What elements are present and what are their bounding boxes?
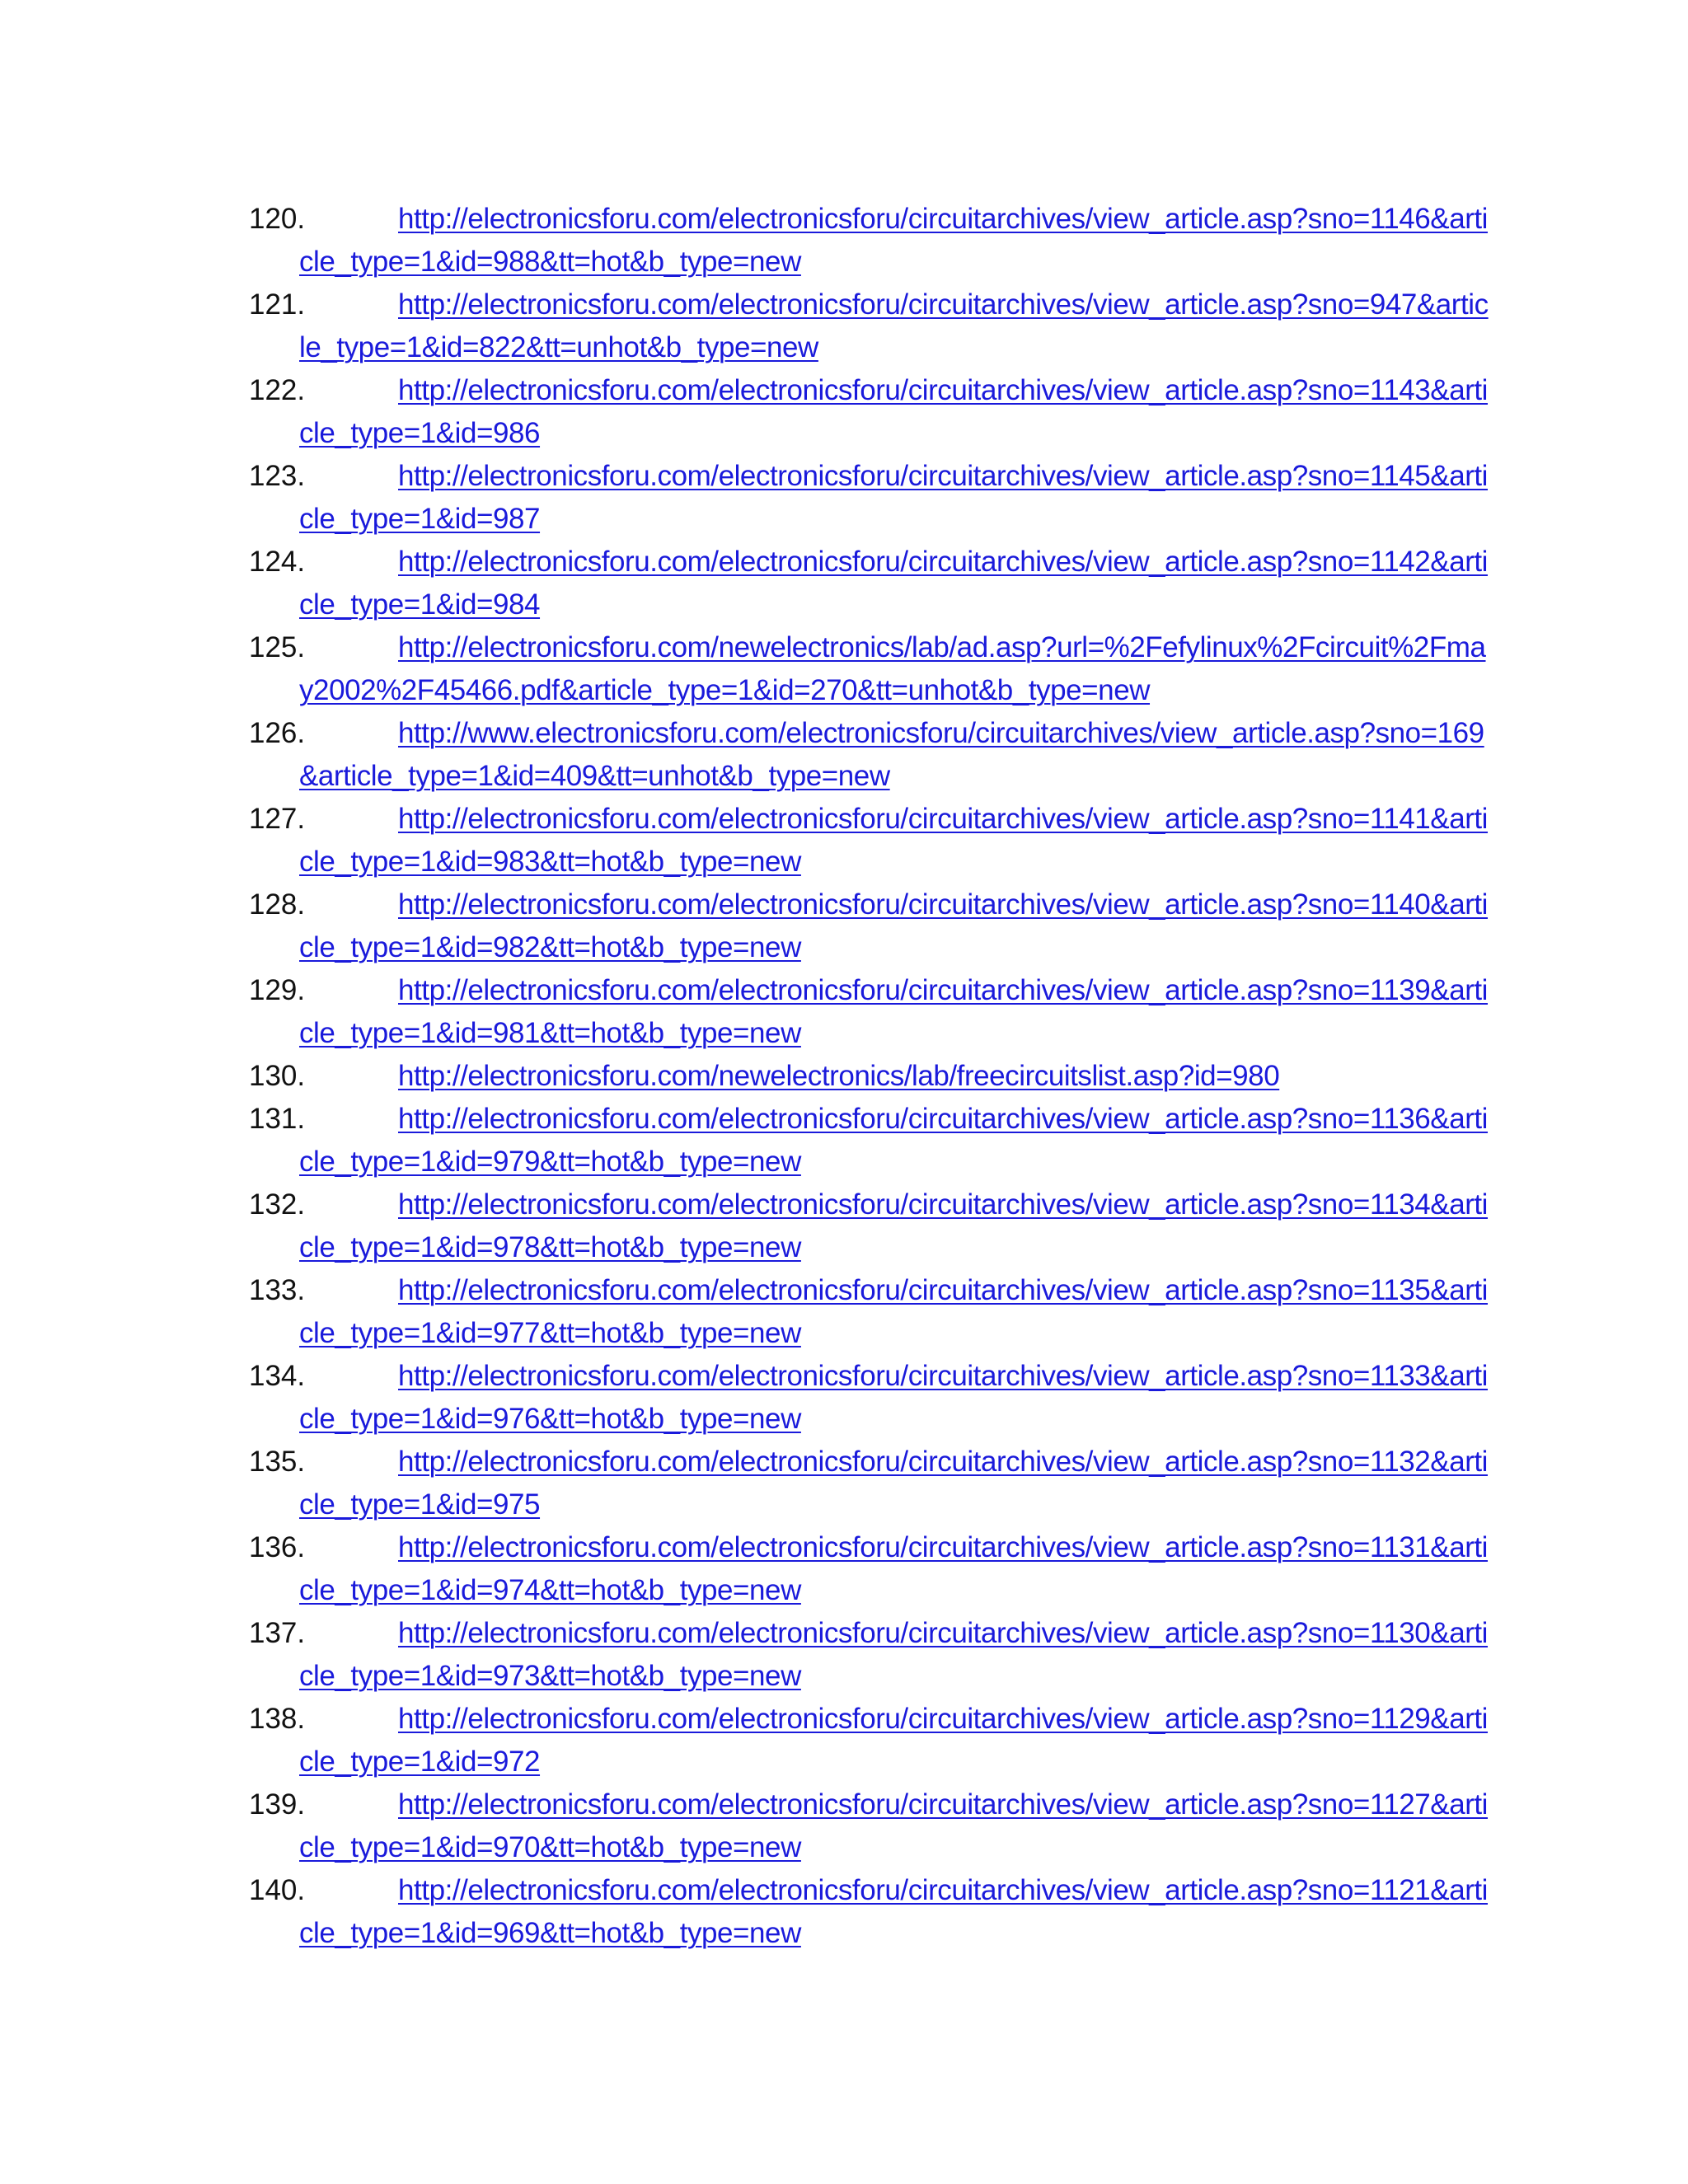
reference-link[interactable]: http://electronicsforu.com/electronicsforu/circuitarchives/view_article.asp?sno=1141&article_type=1&id=983&tt=hot&b_type=new (299, 803, 1489, 878)
item-number: 133. (249, 1274, 306, 1306)
reference-link[interactable]: http://electronicsforu.com/newelectronics/lab/ad.asp?url=%2Fefylinux%2Fcircuit%2Fmay2002%2F45466.pdf&article_type=1&id=270&tt=unhot&b_type=new (299, 631, 1486, 706)
item-number: 121. (249, 288, 306, 321)
item-number: 125. (249, 631, 306, 663)
reference-link[interactable]: http://electronicsforu.com/electronicsforu/circuitarchives/view_article.asp?sno=1132&article_type=1&id=975 (299, 1446, 1489, 1521)
list-item (249, 284, 1493, 369)
item-number: 129. (249, 974, 306, 1006)
reference-link[interactable]: http://electronicsforu.com/electronicsforu/circuitarchives/view_article.asp?sno=1121&article_type=1&id=969&tt=hot&b_type=new (299, 1874, 1489, 1949)
list-item (249, 1526, 1493, 1612)
list-item (249, 1869, 1493, 1955)
list-item (249, 1441, 1493, 1526)
item-number: 140. (249, 1874, 306, 1906)
reference-link[interactable]: http://electronicsforu.com/electronicsforu/circuitarchives/view_article.asp?sno=1129&article_type=1&id=972 (299, 1703, 1489, 1778)
list-item (249, 369, 1493, 455)
reference-list (249, 198, 1493, 1955)
list-item (249, 1055, 1493, 1098)
item-number: 132. (249, 1188, 306, 1221)
item-number: 136. (249, 1531, 306, 1563)
reference-link[interactable]: http://electronicsforu.com/electronicsforu/circuitarchives/view_article.asp?sno=1134&article_type=1&id=978&tt=hot&b_type=new (299, 1188, 1489, 1263)
list-item (249, 1183, 1493, 1269)
list-item (249, 1612, 1493, 1698)
list-item (249, 541, 1493, 626)
reference-link[interactable]: http://electronicsforu.com/electronicsforu/circuitarchives/view_article.asp?sno=1143&article_type=1&id=986 (299, 374, 1489, 449)
reference-link[interactable]: http://electronicsforu.com/electronicsforu/circuitarchives/view_article.asp?sno=1135&article_type=1&id=977&tt=hot&b_type=new (299, 1274, 1489, 1349)
item-number: 123. (249, 460, 306, 492)
list-item (249, 626, 1493, 712)
reference-link[interactable]: http://electronicsforu.com/electronicsforu/circuitarchives/view_article.asp?sno=1133&article_type=1&id=976&tt=hot&b_type=new (299, 1360, 1489, 1435)
item-number: 135. (249, 1446, 306, 1478)
reference-link[interactable]: http://electronicsforu.com/electronicsforu/circuitarchives/view_article.asp?sno=1146&article_type=1&id=988&tt=hot&b_type=new (299, 203, 1489, 278)
reference-link[interactable]: http://electronicsforu.com/electronicsforu/circuitarchives/view_article.asp?sno=1130&article_type=1&id=973&tt=hot&b_type=new (299, 1617, 1489, 1692)
reference-link[interactable]: http://electronicsforu.com/electronicsforu/circuitarchives/view_article.asp?sno=1136&article_type=1&id=979&tt=hot&b_type=new (299, 1103, 1489, 1178)
reference-link[interactable]: http://electronicsforu.com/electronicsforu/circuitarchives/view_article.asp?sno=1145&article_type=1&id=987 (299, 460, 1489, 535)
item-number: 122. (249, 374, 306, 406)
item-number: 128. (249, 888, 306, 921)
list-item (249, 455, 1493, 541)
item-number: 137. (249, 1617, 306, 1649)
reference-link[interactable]: http://electronicsforu.com/electronicsforu/circuitarchives/view_article.asp?sno=1127&article_type=1&id=970&tt=hot&b_type=new (299, 1788, 1489, 1863)
reference-link[interactable]: http://electronicsforu.com/electronicsforu/circuitarchives/view_article.asp?sno=1131&article_type=1&id=974&tt=hot&b_type=new (299, 1531, 1489, 1606)
reference-link[interactable]: http://electronicsforu.com/electronicsforu/circuitarchives/view_article.asp?sno=947&article_type=1&id=822&tt=unhot&b_type=new (299, 288, 1489, 363)
item-number: 120. (249, 203, 306, 235)
item-number: 124. (249, 546, 306, 578)
list-item (249, 712, 1493, 798)
list-item (249, 798, 1493, 883)
item-number: 134. (249, 1360, 306, 1392)
reference-link[interactable]: http://electronicsforu.com/electronicsforu/circuitarchives/view_article.asp?sno=1140&article_type=1&id=982&tt=hot&b_type=new (299, 888, 1489, 963)
item-number: 130. (249, 1060, 306, 1092)
list-item (249, 1098, 1493, 1183)
item-number: 126. (249, 717, 306, 749)
item-number: 139. (249, 1788, 306, 1821)
reference-link[interactable]: http://www.electronicsforu.com/electronicsforu/circuitarchives/view_article.asp?sno=169&article_type=1&id=409&tt=unhot&b_type=new (299, 717, 1484, 792)
list-item (249, 1783, 1493, 1869)
list-item (249, 969, 1493, 1055)
item-number: 138. (249, 1703, 306, 1735)
list-item (249, 1269, 1493, 1355)
list-item (249, 1698, 1493, 1783)
reference-link[interactable]: http://electronicsforu.com/newelectronics/lab/freecircuitslist.asp?id=980 (398, 1060, 1280, 1092)
item-number: 127. (249, 803, 306, 835)
list-item (249, 883, 1493, 969)
list-item (249, 1355, 1493, 1441)
item-number: 131. (249, 1103, 306, 1135)
reference-link[interactable]: http://electronicsforu.com/electronicsforu/circuitarchives/view_article.asp?sno=1142&article_type=1&id=984 (299, 546, 1489, 621)
reference-link[interactable]: http://electronicsforu.com/electronicsforu/circuitarchives/view_article.asp?sno=1139&article_type=1&id=981&tt=hot&b_type=new (299, 974, 1489, 1049)
list-item (249, 198, 1493, 284)
